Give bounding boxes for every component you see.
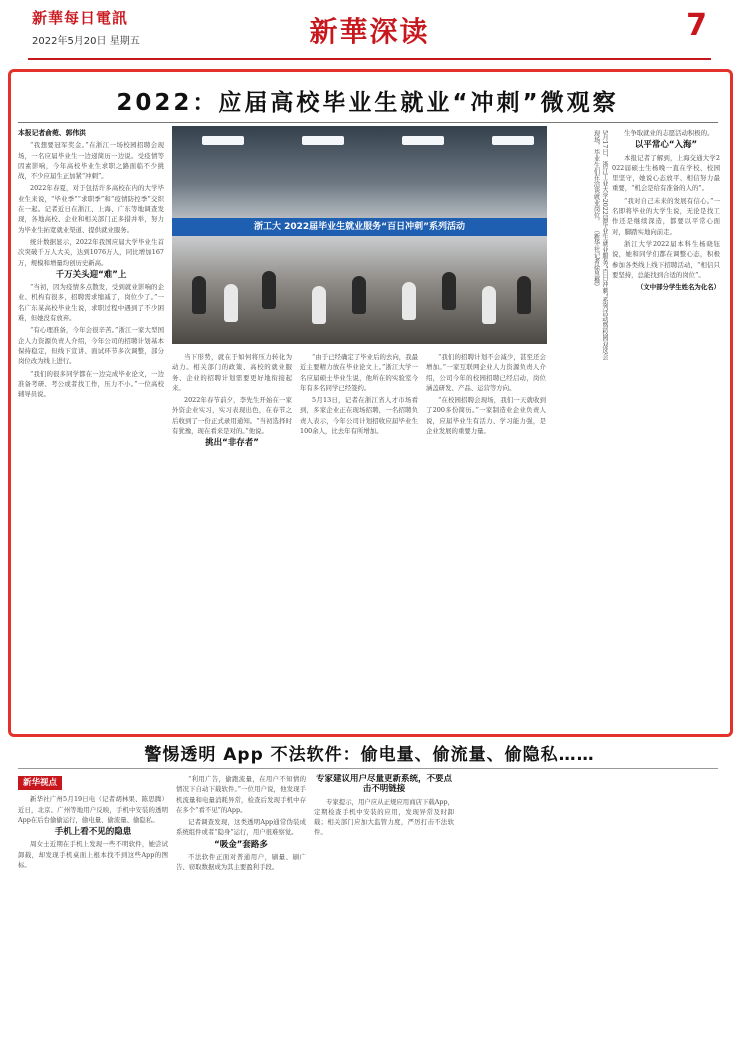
paragraph: 2022年春夏，对于包括许多高校在内的大学毕业生来说，“毕业季”“求职季”和“疫情防控季”交织在一起。记者近日在浙江、上海、广东等地调查发现，各地高校、企业和相关部门正多措并举，努力为毕业生拓宽就业渠道、提供就业服务。	[18, 184, 164, 234]
caption-credit: （新华社记者徐昱摄）	[592, 226, 600, 290]
ceiling-light	[402, 136, 444, 145]
person-figure	[192, 276, 206, 314]
person-figure	[224, 284, 238, 322]
author-note: （文中部分学生姓名为化名）	[636, 283, 720, 292]
article2-column-1	[18, 774, 168, 1056]
section-logo: 新華深读	[309, 15, 430, 48]
article-column-2	[172, 352, 292, 728]
section-heading: 千万关头迎“难”上	[55, 269, 127, 280]
paragraph: 记者调查发现，这类透明App通常伪装成系统组件或者“隐身”运行，用户很难察觉。	[176, 818, 306, 837]
paragraph: 2022年春节前夕，李先生开始在一家外资企业实习，实习表现出色，在春节之后收到了一份正式录用通知。“当初选择时有犹豫，现在看来是对的。”他说。	[172, 396, 292, 436]
paragraph: 浙江大学2022届本科生杨晓钰说，她和同学们都在调整心态，积极参加各类线上线下招聘活动，“相信只要坚持，总能找到合适的岗位”。	[612, 239, 720, 279]
paragraph: 5月13日，记者在浙江省人才市场看到，多家企业正在现场招聘，一名招聘负责人表示，今年公司计划招收应届毕业生100余人，比去年有所增加。	[300, 396, 418, 436]
column-tag: 新华视点	[18, 776, 62, 790]
section-heading: 以平常心“入海”	[634, 140, 698, 151]
page-number: 7	[686, 8, 707, 43]
paragraph: 本报记者了解到，上海交通大学2022届硕士生杨晚一直在学校、校园里坚守，她说心态放平、相信努力最重要，“机会是给有准备的人的”。	[612, 153, 720, 193]
headline-divider	[18, 122, 718, 123]
paragraph: “我想要冠军奖金。”在浙江一场校园招聘会现场，一名应届毕业生一边递简历一边说。受疫情等因素影响，今年高校毕业生求职之路面临不少挑战，不少应届生正加紧“冲刺”。	[18, 141, 164, 181]
header-rule	[28, 58, 711, 60]
paragraph: “我们的很多同学都在一边完成毕业论文，一边准备考研、考公或者找工作，压力不小。”一位高校辅导员说。	[18, 369, 164, 399]
article-column-4	[426, 352, 546, 728]
section-heading: “吸金”套路多	[214, 839, 268, 850]
section-heading: 挑出“非存者”	[205, 438, 259, 449]
section-heading: 手机上看不见的隐患	[54, 827, 132, 838]
caption-text: 5月17日，浙江工业大学2022届毕业生就业服务“百日冲刺”系列活动暨校园双选会现场，毕业生们在洽谈就业岗位。	[592, 130, 608, 360]
paragraph: “由于已经确定了毕业后的去向，我最近主要精力放在毕业论文上。”浙江大学一名应届硕士毕业生说，他所在的实验室今年有多名同学已经签约。	[300, 353, 418, 392]
article-headline[interactable]: 2022：应届高校毕业生就业“冲刺”微观察	[116, 90, 619, 116]
ceiling-light	[302, 136, 344, 145]
news-photo	[172, 126, 547, 344]
article2-column-2	[176, 774, 306, 1056]
person-figure	[517, 276, 531, 314]
person-figure	[312, 286, 326, 324]
paragraph: “利用广告，偷跑流量，在用户不知情的情况下自动下载软件。”一位用户说，他发现手机流量和电量消耗异常，检查后发现手机中存在多个“看不见”的App。	[176, 775, 306, 814]
byline: 本报记者俞菀、郭伟洪	[18, 129, 86, 137]
newspaper-brand: 新華每日電訊	[32, 9, 129, 27]
person-figure	[402, 282, 416, 320]
paragraph: 新华社广州5月19日电（记者胡林果、陈思腾）近日，北京、广州等地用户反映，手机中安装的透明App在后台偷偷运行，偷电量、偷流量、偷隐私。	[18, 795, 168, 824]
paragraph: 生争取就业的志愿活动积极的。	[624, 129, 714, 137]
article-column-1	[18, 128, 164, 728]
article2-headline[interactable]: 警惕透明 App 不法软件：偷电量、偷流量、偷隐私……	[144, 745, 595, 765]
person-figure	[262, 271, 276, 309]
paragraph: “在校园招聘会现场，我们一天就收到了200多份简历。”一家制造业企业负责人说，应届毕业生有活力、学习能力强，是企业发展的重要力量。	[426, 396, 546, 436]
paragraph: “我对自己未来的发展有信心。”一名即将毕业的大学生说，无论是找工作还是继续深造，都要以平常心面对，脚踏实地向前走。	[612, 196, 720, 236]
paragraph: “有心理准备，今年会很辛苦。”浙江一家大型国企人力资源负责人介绍，今年公司的招聘计划基本保持稳定，但线下宣讲、面试环节多次调整，部分岗位改为线上进行。	[18, 326, 164, 366]
page-header	[0, 0, 739, 62]
paragraph: 周女士近期在手机上发现一些不明软件，她尝试卸载，却发现手机桌面上根本找不到这些App的图标。	[18, 840, 168, 870]
article-column-5	[612, 128, 720, 728]
article2-column-3	[314, 774, 454, 1056]
headline-divider	[18, 768, 718, 769]
paragraph: “当初，因为疫情多点散发，受到就业影响的企业、机构有很多，招聘需求缩减了，岗位少了。”一名广东某高校毕业生说，求职过程中遇到了不少困难，但她没有放弃。	[18, 283, 164, 323]
section-heading: 专家建议用户尽量更新系统，不要点击不明链接	[315, 774, 452, 795]
person-figure	[482, 286, 496, 324]
paragraph: 不法软件正面对普通用户，刷量、刷广告、窃取数据成为其主要盈利手段。	[176, 853, 306, 872]
person-figure	[442, 272, 456, 310]
event-banner: 浙工大 2022届毕业生就业服务“百日冲刺”系列活动	[172, 218, 547, 236]
paragraph: “我们的招聘计划不会减少，甚至还会增加。”一家互联网企业人力资源负责人介绍，公司今年的校园招聘已经启动，岗位涵盖研发、产品、运营等方向。	[426, 353, 546, 392]
issue-date: 2022年5月20日 星期五	[32, 36, 140, 47]
ceiling-light	[202, 136, 244, 145]
paragraph: 统计数据显示，2022年我国应届大学毕业生首次突破千万人大关，达到1076万人，同比增加167万，规模和增量均创历史新高。	[18, 237, 164, 267]
ceiling-light	[492, 136, 534, 145]
paragraph: 专家提示，用户应从正规应用商店下载App，定期检查手机中安装的应用，发现异常及时卸载；相关部门应加大监管力度，严厉打击不法软件。	[314, 797, 454, 837]
paragraph: 当下形势，就在于如何将压力转化为动力。相关部门的政策、高校的就业服务、企业的招聘计划需要更好地衔接起来。	[172, 353, 292, 392]
person-figure	[352, 276, 366, 314]
photo-caption	[553, 130, 608, 365]
article-column-3	[300, 352, 418, 728]
